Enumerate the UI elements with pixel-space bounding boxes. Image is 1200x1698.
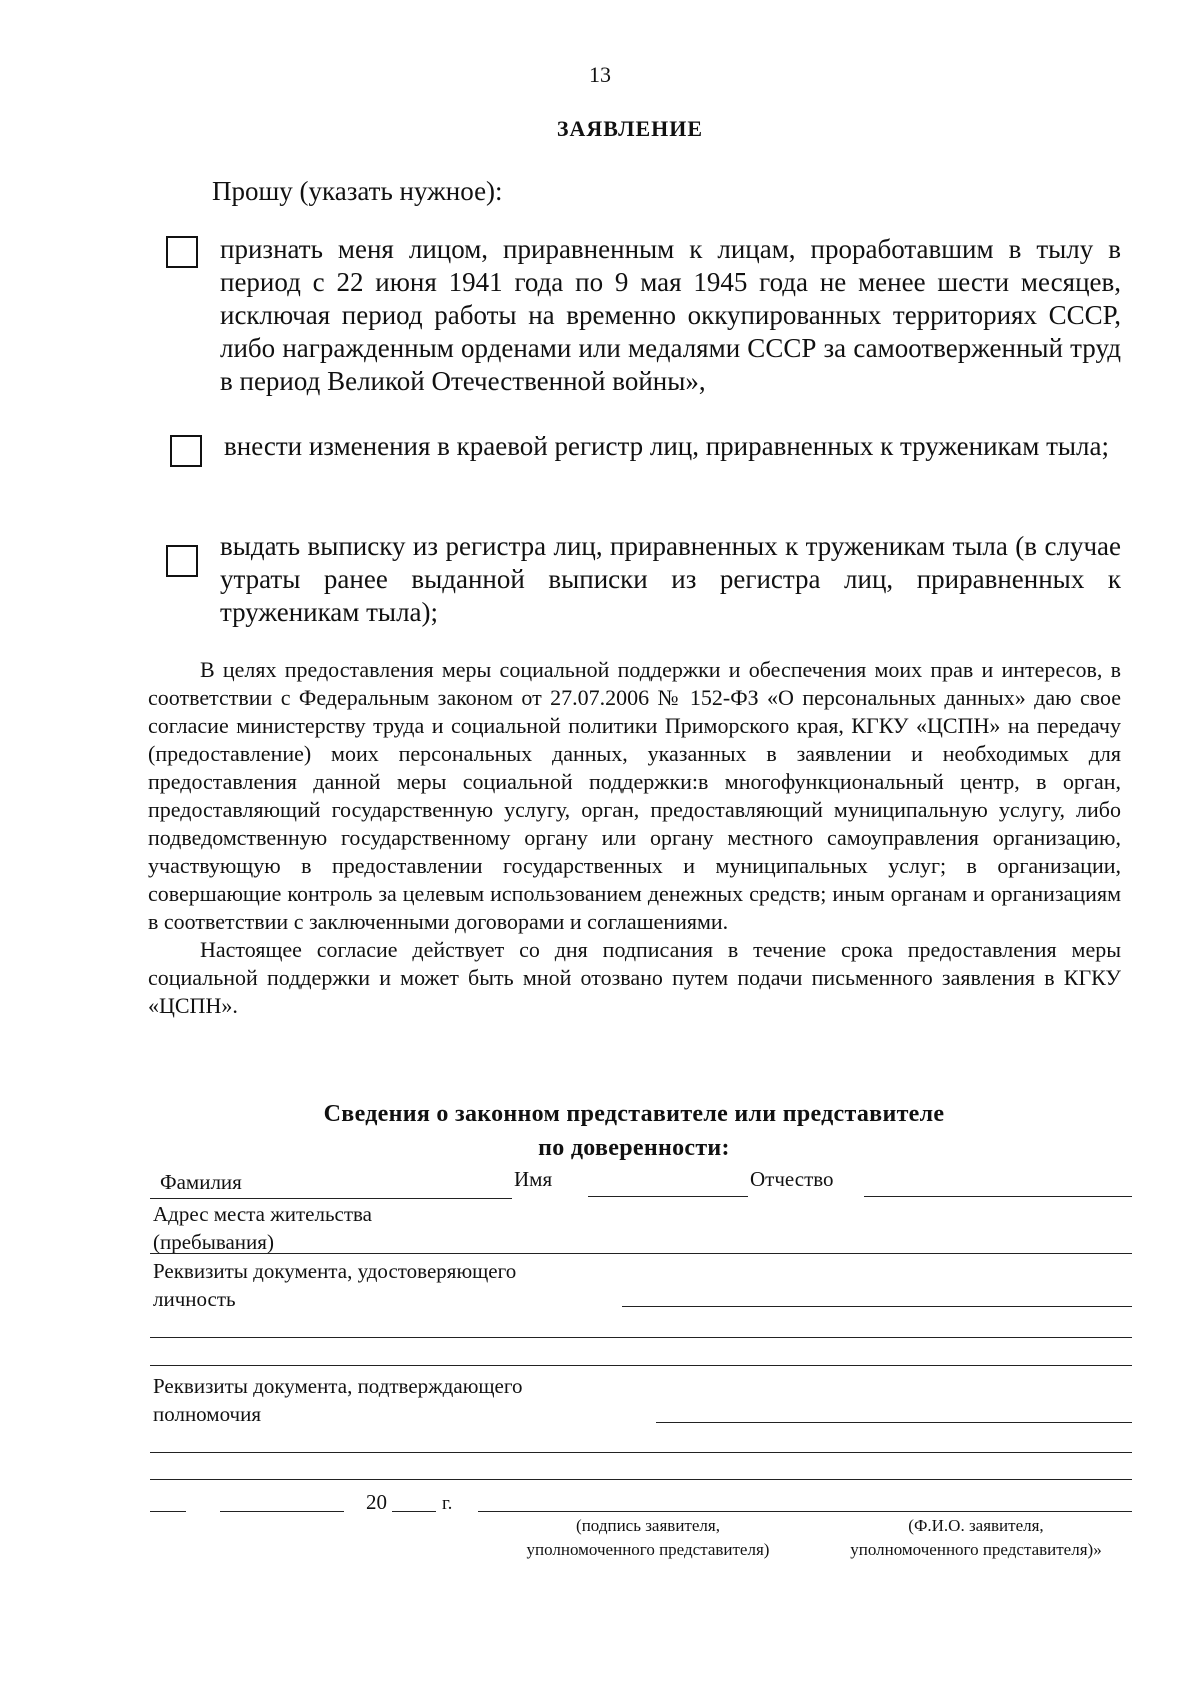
validity-paragraph: Настоящее согласие действует со дня подписания в течение срока предоставления меры социальной поддержки и может быть мной отозвано путем подачи письменного заявления в КГКУ «ЦСПН».	[148, 937, 1121, 1018]
name-caption-line2: уполномоченного представителя)»	[850, 1540, 1102, 1559]
address-label-line2: (пребывания)	[153, 1230, 274, 1254]
year-suffix: г.	[442, 1493, 453, 1514]
auth-doc-label-line2: полномочия	[153, 1402, 261, 1426]
surname-label: Фамилия	[160, 1170, 242, 1194]
page-number: 13	[589, 62, 611, 87]
consent-text	[148, 656, 1121, 1020]
signature-caption-line2: уполномоченного представителя)	[526, 1540, 770, 1559]
name-caption-line1: (Ф.И.О. заявителя,	[908, 1516, 1044, 1535]
date-year-field[interactable]	[392, 1511, 436, 1512]
request-intro: Прошу (указать нужное):	[212, 176, 503, 206]
document-title: ЗАЯВЛЕНИЕ	[556, 116, 704, 141]
auth-doc-field-line3[interactable]	[150, 1479, 1132, 1480]
surname-field[interactable]	[150, 1198, 512, 1199]
patronymic-field[interactable]	[864, 1196, 1132, 1197]
name-caption	[816, 1514, 1136, 1562]
name-field[interactable]	[588, 1196, 748, 1197]
signature-caption-line1: (подпись заявителя,	[576, 1516, 720, 1535]
id-doc-field[interactable]	[622, 1306, 1132, 1307]
option-2-checkbox[interactable]	[170, 435, 202, 467]
consent-paragraph: В целях предоставления меры социальной поддержки и обеспечения моих прав и интересов, в соответствии с Федеральным законом от 27.07.2006 № 152-ФЗ «О персональных данных» даю свое согласие министерству труда и социальной политики Приморского края, КГКУ «ЦСПН» на передачу (предоставление) моих персональных данных, указанных в заявлении и необходимых для предоставления данной меры социальной поддержки:в многофункциональный центр, в орган, предоставляющий государственную услугу, орган, предоставляющий муниципальную услугу, либо подведомственную государственному органу или органу местного самоуправления организацию, участвующую в предоставлении государственных и муниципальных услуг; в организации, совершающие контроль за целевым использованием денежных средств; иным органам и организациям в соответствии с заключенными договорами и соглашениями.	[148, 657, 1121, 934]
signature-field[interactable]	[478, 1511, 1132, 1512]
name-label: Имя	[514, 1167, 553, 1191]
address-label-line1: Адрес места жительства	[153, 1202, 372, 1226]
id-doc-label-line1: Реквизиты документа, удостоверяющего	[153, 1259, 517, 1283]
id-doc-field-line3[interactable]	[150, 1365, 1132, 1366]
auth-doc-field-line2[interactable]	[150, 1452, 1132, 1453]
representative-heading-line1: Сведения о законном представителе или представителе	[323, 1101, 945, 1127]
option-3-checkbox[interactable]	[166, 545, 198, 577]
date-month-field[interactable]	[220, 1511, 344, 1512]
auth-doc-label-line1: Реквизиты документа, подтверждающего	[153, 1374, 523, 1398]
year-prefix: 20	[366, 1490, 387, 1514]
date-day-field[interactable]	[150, 1511, 186, 1512]
address-field[interactable]	[150, 1253, 1132, 1254]
option-1-checkbox[interactable]	[166, 236, 198, 268]
option-2-text: внести изменения в краевой регистр лиц, приравненных к труженикам тыла;	[224, 431, 1109, 461]
auth-doc-field[interactable]	[656, 1422, 1132, 1423]
option-3-text: выдать выписку из регистра лиц, приравненных к труженикам тыла (в случае утраты ранее выданной выписки из регистра лиц, приравненных к труженикам тыла);	[220, 531, 1121, 627]
patronymic-label: Отчество	[750, 1167, 834, 1191]
id-doc-field-line2[interactable]	[150, 1337, 1132, 1338]
representative-heading-line2: по доверенности:	[538, 1135, 730, 1161]
id-doc-label-line2: личность	[153, 1287, 236, 1311]
option-1-text: признать меня лицом, приравненным к лицам, проработавшим в тылу в период с 22 июня 1941 года по 9 мая 1945 года не менее шести месяцев, исключая период работы на временно оккупированных территориях СССР, либо награжденным орденами или медалями СССР за самоотверженный труд в период Великой Отечественной войны»,	[220, 234, 1121, 396]
signature-caption	[480, 1514, 816, 1562]
